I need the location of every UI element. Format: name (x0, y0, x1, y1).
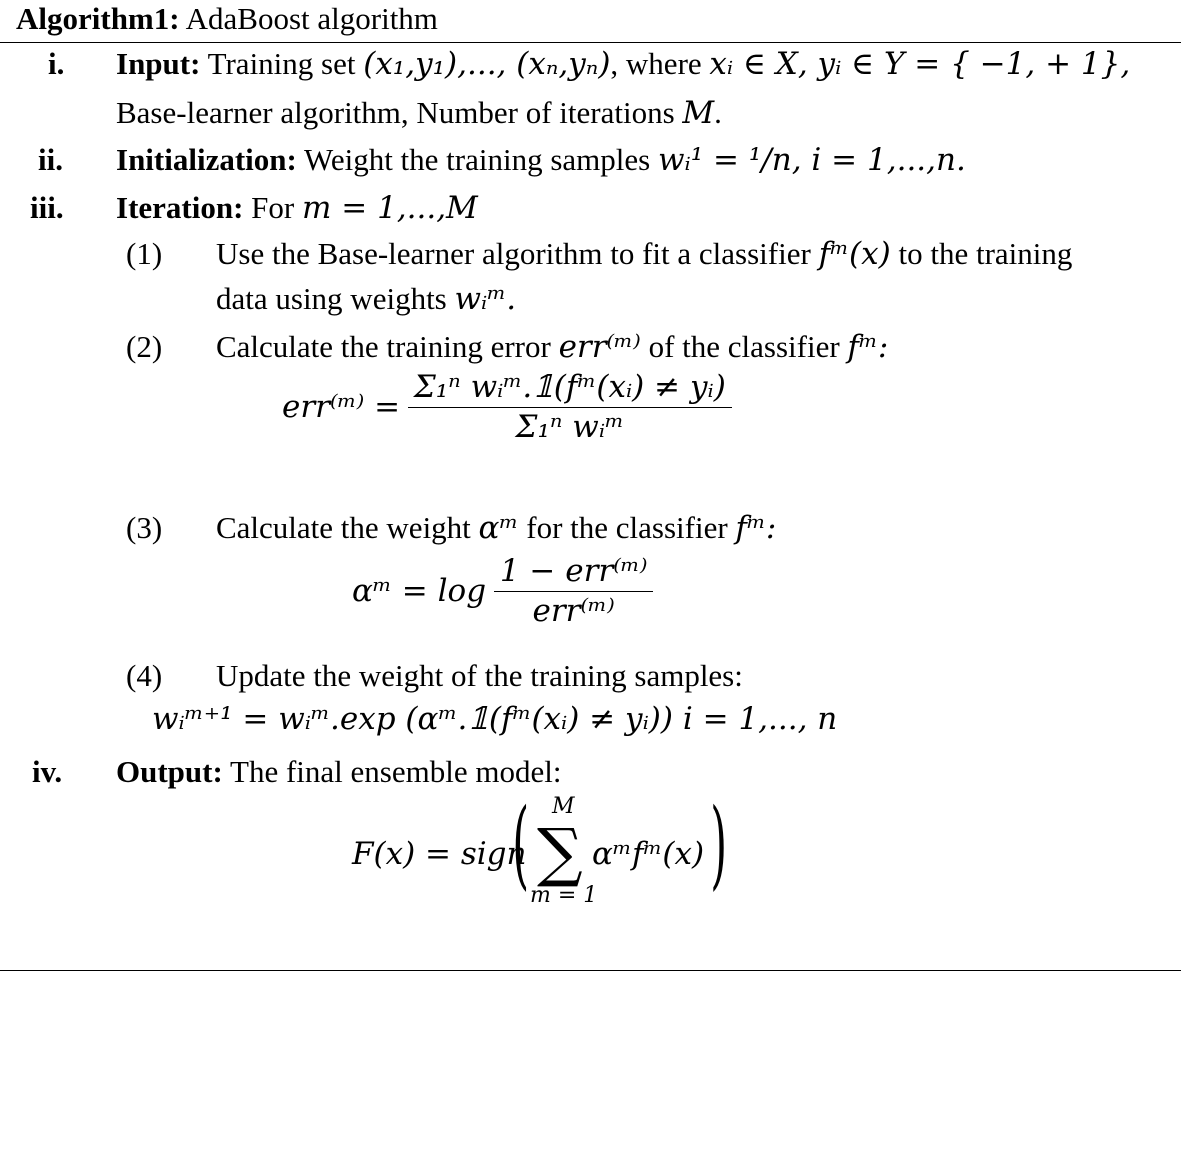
step-i-line2 (116, 97, 722, 129)
init-weight-math: wᵢ¹ = ¹/n, i = 1,...,n. (657, 142, 966, 178)
final-model-lhs: F(x) = sign (352, 836, 527, 872)
input-training-set-math: (x₁,y₁),..., (xₙ,yₙ) (363, 46, 611, 82)
sub1-weights-math: wᵢᵐ. (454, 281, 517, 317)
sub2-error-math: err⁽ᵐ⁾ (558, 329, 641, 365)
error-formula-lhs: err⁽ᵐ⁾ = (282, 389, 401, 425)
right-paren: ) (710, 788, 728, 900)
output-heading: Output: (116, 754, 223, 789)
sub3-alpha-math: αᵐ (478, 510, 519, 546)
error-formula-fraction (408, 369, 732, 445)
sub3-num: (3) (126, 510, 163, 545)
iteration-heading: Iteration: (116, 190, 244, 225)
sub2-line (216, 331, 888, 363)
input-condition-math: xᵢ ∈ X, yᵢ ∈ Y = { −1, + 1}, (709, 46, 1131, 82)
alpha-formula-fraction (494, 553, 654, 629)
input-iterations-math: M (682, 95, 715, 131)
input-where: , where (610, 46, 702, 81)
step-iii-line (116, 192, 478, 224)
alpha-formula-denominator: err⁽ᵐ⁾ (494, 591, 654, 627)
init-heading: Initialization: (116, 142, 297, 177)
step-ii-line (116, 144, 966, 176)
sum-body: αᵐfᵐ(x) (592, 836, 705, 872)
sum-upper-limit: M (552, 794, 575, 819)
sum-symbol: ∑ (537, 816, 583, 890)
top-rule (0, 42, 1181, 43)
input-line2-end: . (714, 95, 722, 130)
step-iv-line (116, 756, 561, 787)
sub4-num: (4) (126, 658, 163, 693)
alpha-formula (352, 553, 653, 629)
alpha-formula-lhs: αᵐ = log (352, 573, 487, 609)
sub1-classifier-math: fᵐ(x) (818, 236, 891, 272)
init-text: Weight the training samples (304, 142, 651, 177)
sub1-num: (1) (126, 236, 163, 271)
bottom-rule (0, 970, 1181, 971)
sub2-text: Calculate the training error (216, 329, 551, 364)
left-paren: ( (512, 788, 530, 900)
input-heading: Input: (116, 46, 201, 81)
error-formula (282, 369, 732, 445)
step-iv-numeral: iv. (32, 754, 63, 789)
step-i-line1 (116, 48, 1130, 80)
update-formula: wᵢᵐ⁺¹ = wᵢᵐ.exp (αᵐ.𝟙(fᵐ(xᵢ) ≠ yᵢ)) i = 1,..., n (152, 701, 838, 737)
sub4-text: Update the weight of the training samples: (216, 658, 743, 693)
sub2-classifier-math: fᵐ: (847, 329, 889, 365)
sub3-line (216, 512, 776, 544)
sub3-text: Calculate the weight (216, 510, 471, 545)
error-formula-numerator: Σ₁ⁿ wᵢᵐ.𝟙(fᵐ(xᵢ) ≠ yᵢ) (413, 369, 726, 405)
sub3-text2: for the classifier (526, 510, 728, 545)
output-text: The final ensemble model: (230, 754, 562, 789)
alpha-formula-numerator: 1 − err⁽ᵐ⁾ (499, 553, 648, 589)
step-i-numeral: i. (48, 46, 65, 81)
error-formula-denominator: Σ₁ⁿ wᵢᵐ (408, 407, 732, 443)
input-line2-text: Base-learner algorithm, Number of iterations (116, 95, 675, 130)
sub1-line2-text: data using weights (216, 281, 447, 316)
caption-title: AdaBoost algorithm (185, 1, 438, 36)
sub2-text2: of the classifier (648, 329, 840, 364)
iteration-range-math: m = 1,...,M (301, 190, 478, 226)
sub3-classifier-math: fᵐ: (735, 510, 777, 546)
sub1-line1 (216, 238, 1072, 270)
algorithm-caption (16, 3, 438, 34)
step-ii-numeral: ii. (38, 142, 63, 177)
step-iii-numeral: iii. (30, 190, 64, 225)
sub1-end: to the training (898, 236, 1073, 271)
input-text: Training set (207, 46, 356, 81)
sum-lower-limit: m = 1 (530, 883, 598, 908)
iteration-text: For (251, 190, 295, 225)
caption-label: Algorithm1: (16, 1, 180, 36)
sub2-num: (2) (126, 329, 163, 364)
sub1-line2 (216, 283, 516, 315)
sub1-text: Use the Base-learner algorithm to fit a classifier (216, 236, 811, 271)
